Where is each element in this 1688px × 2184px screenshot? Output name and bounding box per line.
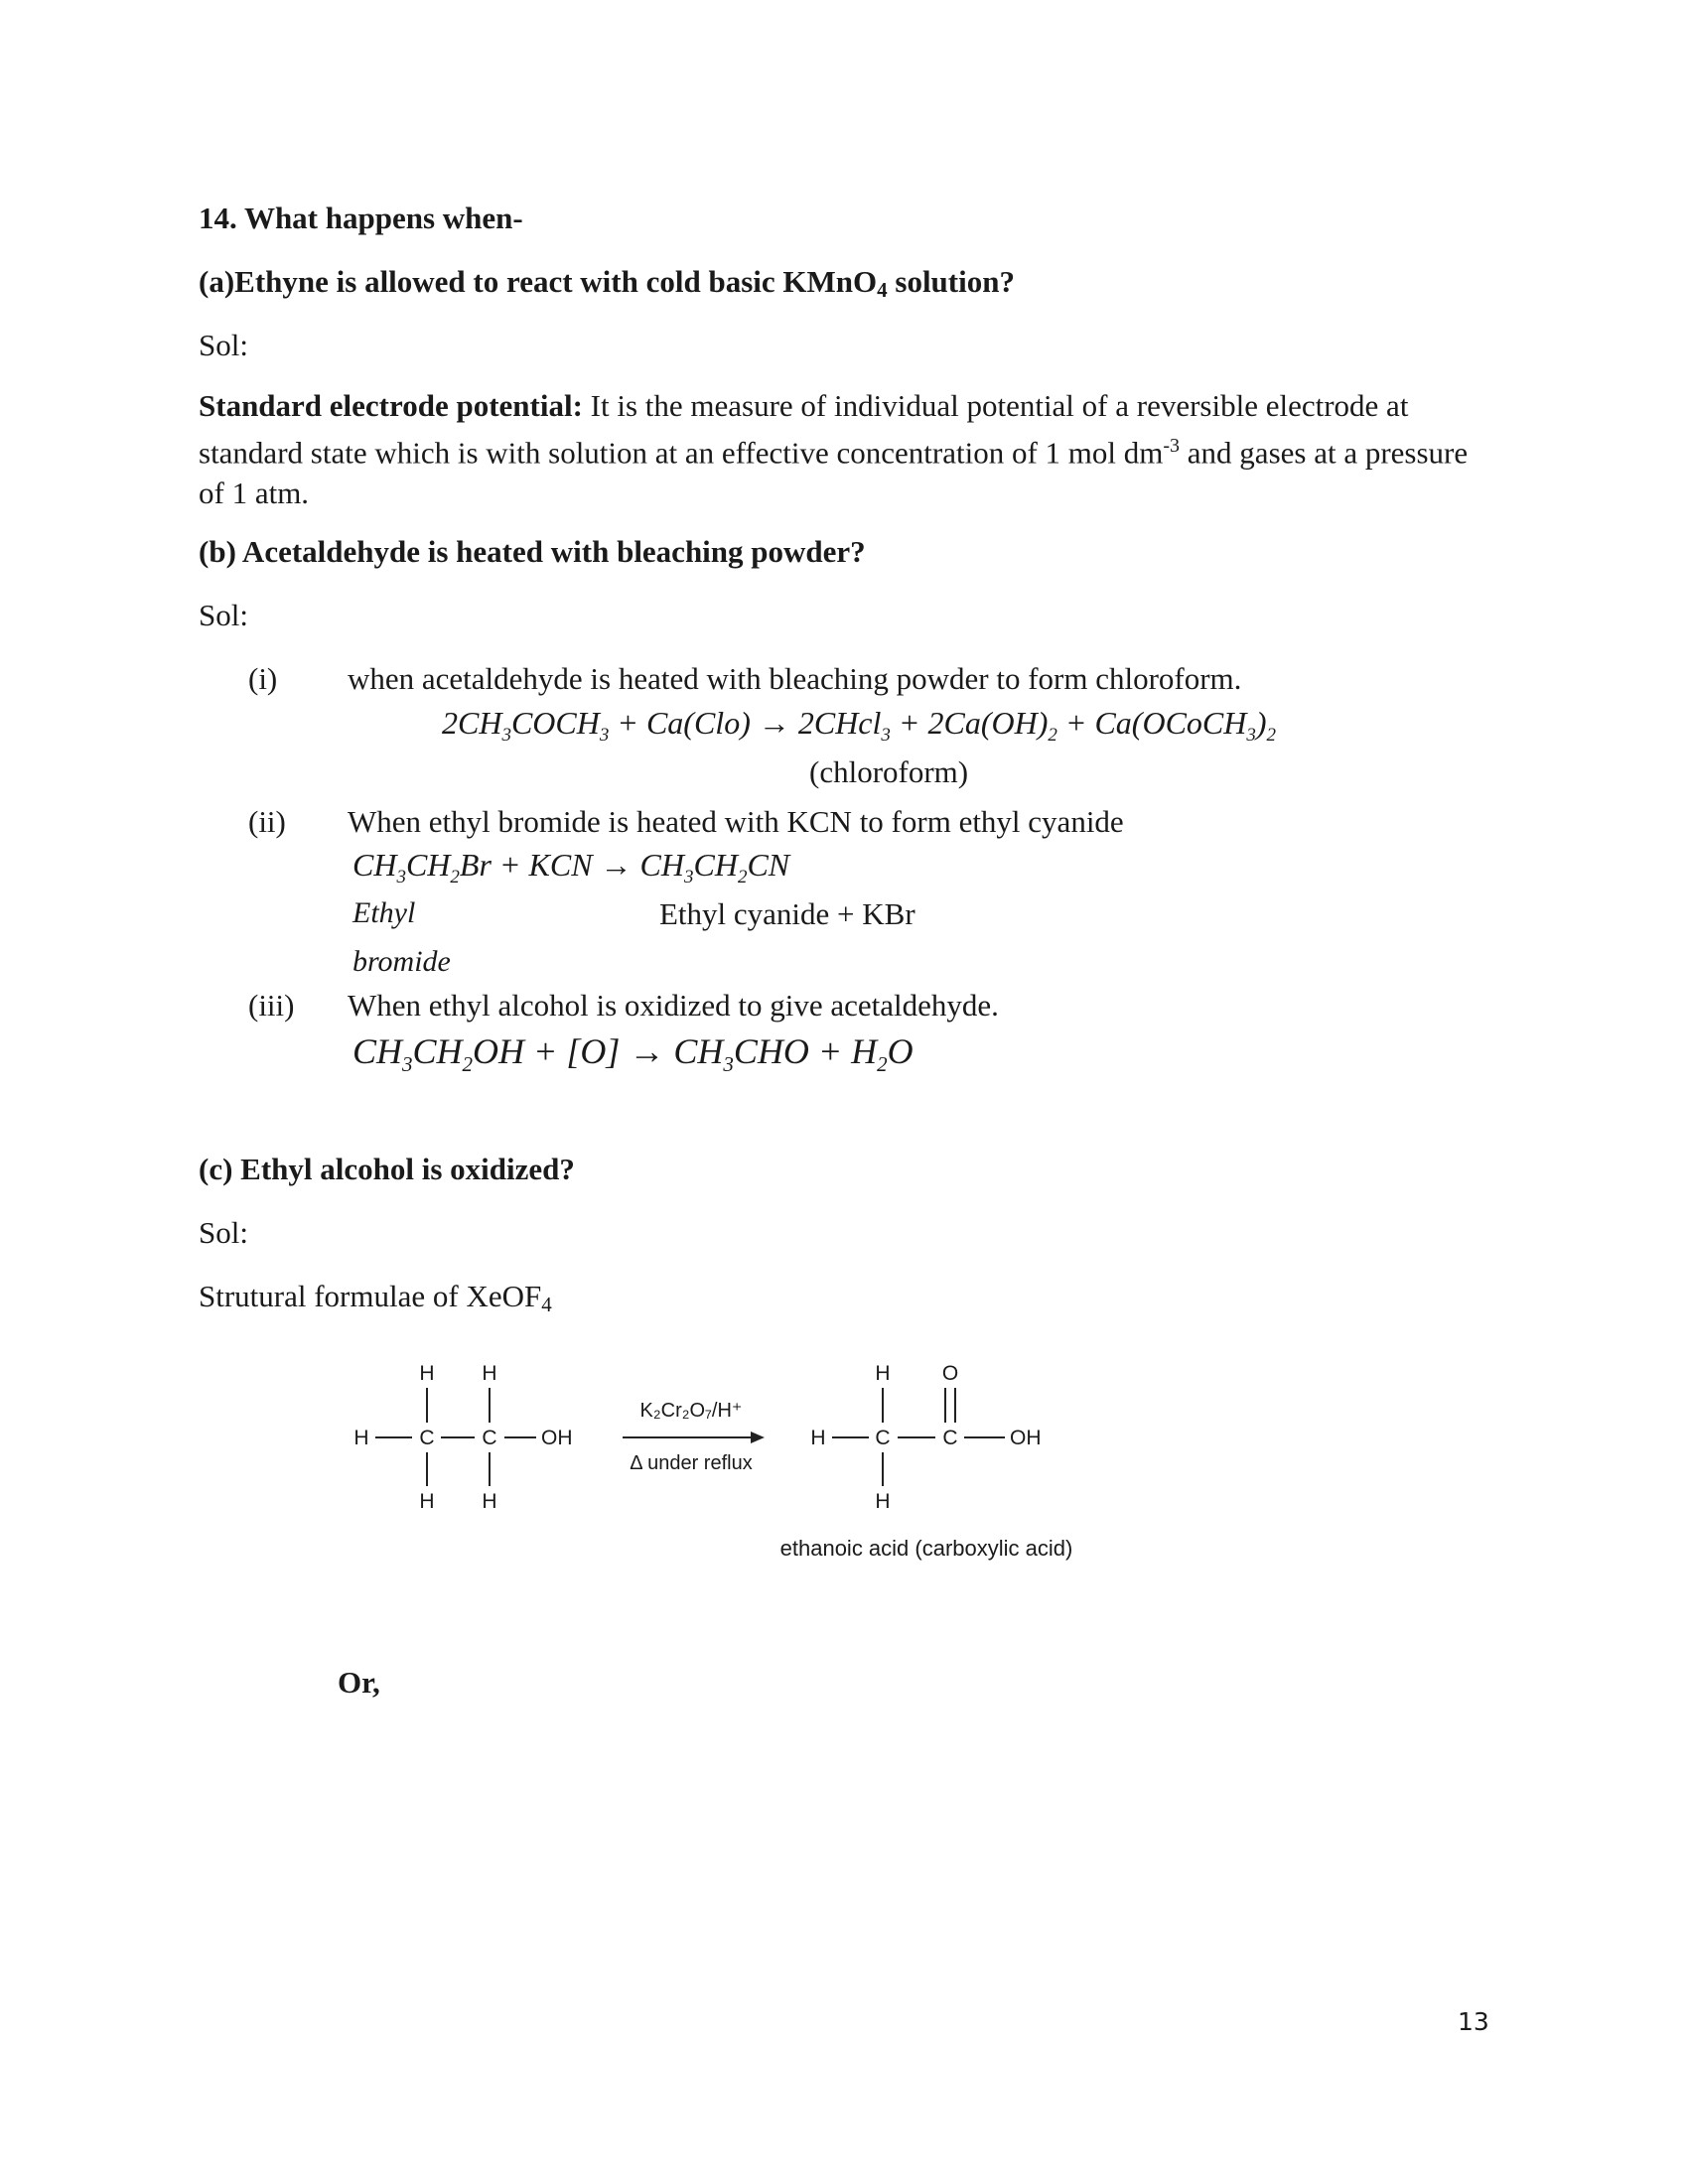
equation-ethyl-cyanide: $CH_3CH_2Br$ + KCN → $CH_3CH_2CN$: [352, 847, 790, 887]
atom-h: H: [419, 1490, 435, 1513]
item-iii-number: (iii): [248, 988, 295, 1023]
product-name: Ethyl cyanide + KBr: [659, 896, 915, 931]
part-a-answer: Standard electrode potential: It is the measure of individual potential of a reversible electrode at standard state which is with solution at an effective concentration of 1 mol $dm^{-3}$ and gases at a pressure of 1 atm.: [199, 388, 1469, 511]
atom-h: H: [810, 1427, 826, 1449]
atom-c: C: [419, 1427, 435, 1449]
part-b-sol: Sol:: [199, 598, 248, 632]
condition-label: Δ under reflux: [630, 1452, 753, 1474]
question-title: 14. What happens when-: [199, 201, 523, 235]
equation-acetaldehyde: $CH_3CH_2OH + [O] \to CH_3CHO + H_2O$: [352, 1031, 914, 1076]
atom-o: O: [941, 1362, 959, 1385]
reactant-bonds: [375, 1388, 536, 1486]
item-ii-text: When ethyl bromide is heated with KCN to form ethyl cyanide: [348, 804, 1124, 839]
reactant-name-line-1: Ethyl: [352, 896, 416, 929]
atom-c: C: [875, 1427, 891, 1449]
reaction-arrowhead: [751, 1432, 765, 1443]
atom-c: C: [482, 1427, 497, 1449]
reagent-label: K₂Cr₂O₇/H⁺: [639, 1400, 743, 1422]
part-a-question: (a)Ethyne is allowed to react with cold basic KMnO4 solution?: [199, 264, 1015, 302]
equation-chloroform: $2CH_3COCH_3 + Ca(Clo)$ → 2CHcl$_3$ + $2Ca(OH)_2$ + $Ca(OCoCH_3)_2$: [442, 705, 1277, 746]
item-i-number: (i): [248, 661, 278, 696]
part-c-text: Strutural formulae of XeOF4: [199, 1279, 552, 1316]
item-i-text: when acetaldehyde is heated with bleaching powder to form chloroform.: [348, 661, 1242, 696]
term-standard-electrode-potential: Standard electrode potential:: [199, 388, 583, 423]
atom-h: H: [482, 1490, 497, 1513]
item-iii-text: When ethyl alcohol is oxidized to give acetaldehyde.: [348, 988, 999, 1023]
product-caption: ethanoic acid (carboxylic acid): [779, 1536, 1073, 1561]
or-text: Or,: [338, 1665, 380, 1700]
group-oh: OH: [541, 1427, 573, 1449]
part-a-sol: Sol:: [199, 328, 248, 362]
atom-h: H: [353, 1427, 369, 1449]
part-c-question: (c) Ethyl alcohol is oxidized?: [199, 1152, 575, 1186]
atom-h: H: [875, 1490, 891, 1513]
item-ii-number: (ii): [248, 804, 286, 839]
page-number: 13: [1458, 2007, 1489, 2036]
chloroform-caption: (chloroform): [809, 754, 969, 789]
part-b-question: (b) Acetaldehyde is heated with bleaching powder?: [199, 534, 866, 569]
atom-h: H: [875, 1362, 891, 1385]
atom-c: C: [942, 1427, 958, 1449]
atom-h: H: [482, 1362, 497, 1385]
part-c-sol: Sol:: [199, 1215, 248, 1250]
reactant-name-line-2: bromide: [352, 945, 451, 978]
group-oh: OH: [1010, 1427, 1042, 1449]
product-bonds: [832, 1388, 1005, 1486]
atom-h: H: [419, 1362, 435, 1385]
